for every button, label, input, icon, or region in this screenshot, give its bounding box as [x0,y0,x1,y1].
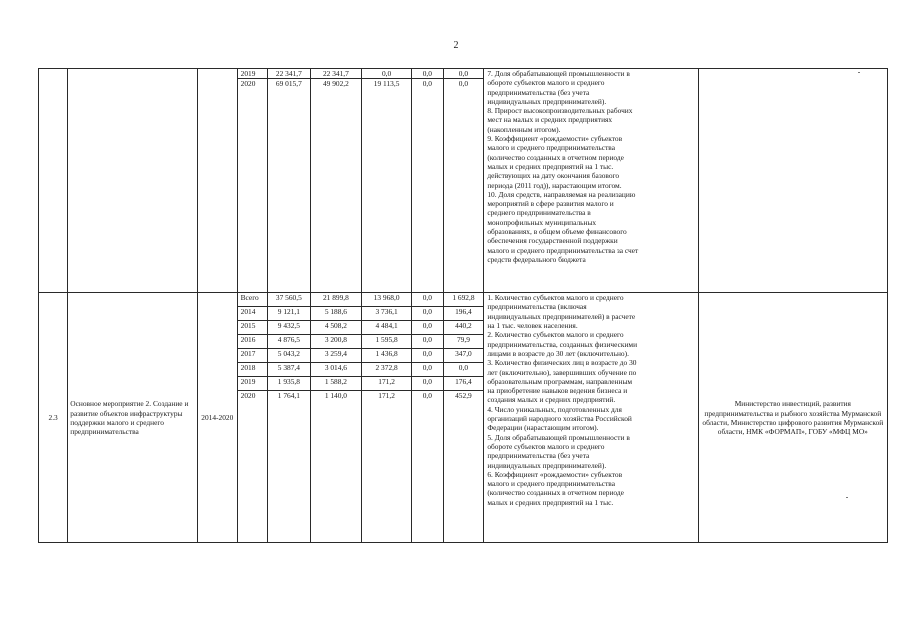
funding-year: Всего [237,293,267,307]
funding-federal: 4 508,2 [310,321,361,335]
scan-speck [858,72,860,73]
indicator-line: 7. Доля обрабатывающей промышленности в [487,69,630,78]
indicator-line: малого и среднего предпринимательства за счет [487,245,639,255]
funding-extra: 0,0 [443,79,484,293]
indicator-line: 1. Количество субъектов малого и среднего [487,293,624,303]
previous-item-section [39,69,888,293]
indicator-line: (количество созданных в отчетном периоде [487,488,624,498]
funding-local: 0,0 [412,335,443,349]
indicator-line: действующих на дату окончания базового [487,171,620,181]
item-title: Основное мероприятие 2. Создание и развитие объектов инфраструктуры поддержки малого и среднего предпринимательства [68,293,198,543]
funding-year: 2014 [237,307,267,321]
funding-regional: 19 113,5 [362,79,412,293]
indicator-line: предпринимательства (без учета [487,451,590,461]
indicator-line: образованиях, в общем объеме финансового [487,227,627,237]
funding-year: 2019 [237,377,267,391]
funding-total: 4 876,5 [267,335,310,349]
indicator-line: 2. Количество субъектов малого и среднего [487,330,624,340]
funding-total: 1 764,1 [267,391,310,543]
indicator-line: обеспечения государственной поддержки [487,236,618,246]
funding-total: 22 341,7 [267,69,310,79]
funding-year: 2016 [237,335,267,349]
indicator-line: лицами в возрасте до 30 лет (включительно). [487,348,629,358]
indicator-line: 6. Коэффициент «рождаемости» субъектов [487,469,623,479]
table-row [39,69,888,79]
funding-federal: 1 588,2 [310,377,361,391]
funding-extra: 79,9 [443,335,484,349]
indicator-line: мест на малых и средних предприятиях [487,115,613,125]
funding-regional: 4 484,1 [362,321,412,335]
funding-year: 2018 [237,363,267,377]
indicator-line: малых и средних предприятий на 1 тыс. [487,161,614,171]
funding-federal: 3 259,4 [310,349,361,363]
funding-federal: 3 200,8 [310,335,361,349]
indicator-line: малого и среднего предпринимательства [487,143,615,153]
indicator-line: малого и среднего предпринимательства [487,479,615,489]
indicator-list [487,293,697,507]
funding-extra: 0,0 [443,363,484,377]
funding-total: 1 935,8 [267,377,310,391]
indicator-list [487,69,697,264]
funding-year: 2015 [237,321,267,335]
prev-title-cell [68,69,198,293]
funding-year: 2020 [237,79,267,293]
funding-regional: 0,0 [362,69,412,79]
indicator-line: периода (2011 год)), нарастающим итогом. [487,180,622,190]
funding-federal: 5 188,6 [310,307,361,321]
funding-regional: 13 968,0 [362,293,412,307]
funding-extra: 1 692,8 [443,293,484,307]
funding-federal: 1 140,0 [310,391,361,543]
funding-extra: 196,4 [443,307,484,321]
indicator-line: малых и средних предприятий на 1 тыс. [487,497,614,507]
indicator-line: 10. Доля средств, направляемая на реализацию [487,189,636,199]
funding-year: 2019 [237,69,267,79]
funding-local: 0,0 [412,349,443,363]
indicator-line: на 1 тыс. человек населения. [487,321,578,331]
prev-indicators-cell [484,69,698,293]
indicator-line: средств федерального бюджета [487,254,586,264]
indicator-line: (количество созданных в отчетном периоде [487,152,624,162]
indicator-line: индивидуальных предпринимателей). [487,460,607,470]
indicator-line: обороте субъектов малого и среднего [487,78,605,88]
funding-extra: 0,0 [443,69,484,79]
indicator-line: (накопленным итогом). [487,124,561,134]
prev-number-cell [39,69,68,293]
funding-total: 5 043,2 [267,349,310,363]
funding-total: 69 015,7 [267,79,310,293]
funding-federal: 3 014,6 [310,363,361,377]
funding-federal: 21 899,8 [310,293,361,307]
funding-regional: 171,2 [362,377,412,391]
funding-total: 37 560,5 [267,293,310,307]
indicator-line: индивидуальных предпринимателей). [487,96,607,106]
funding-local: 0,0 [412,69,443,79]
indicator-line: мероприятий в сфере развития малого и [487,199,614,209]
funding-total: 5 387,4 [267,363,310,377]
indicator-line: лет (включительно), завершивших обучение по [487,367,637,377]
funding-regional: 1 436,8 [362,349,412,363]
prev-period-cell [197,69,237,293]
funding-local: 0,0 [412,293,443,307]
funding-local: 0,0 [412,377,443,391]
funding-local: 0,0 [412,363,443,377]
indicator-line: Федерации (нарастающим итогом). [487,423,599,433]
indicator-line: 5. Доля обрабатывающей промышленности в [487,432,630,442]
funding-regional: 1 595,8 [362,335,412,349]
funding-regional: 171,2 [362,391,412,543]
scan-speck [846,497,848,498]
indicator-line: образовательным программам, направленным [487,376,633,386]
table-row [39,293,888,307]
funding-regional: 3 736,1 [362,307,412,321]
page-number: 2 [453,40,459,51]
funding-extra: 452,9 [443,391,484,543]
funding-local: 0,0 [412,321,443,335]
funding-year: 2020 [237,391,267,543]
funding-total: 9 121,1 [267,307,310,321]
funding-local: 0,0 [412,79,443,293]
funding-extra: 347,0 [443,349,484,363]
funding-extra: 176,4 [443,377,484,391]
funding-local: 0,0 [412,391,443,543]
funding-year: 2017 [237,349,267,363]
indicator-line: монопрофильных муниципальных [487,217,597,227]
item-period: 2014-2020 [197,293,237,543]
indicator-line: среднего предпринимательства в [487,208,591,218]
program-table [38,68,888,543]
funding-federal: 49 902,2 [310,79,361,293]
funding-federal: 22 341,7 [310,69,361,79]
indicator-line: обороте субъектов малого и среднего [487,441,605,451]
indicator-line: индивидуальных предпринимателей) в расчете [487,311,636,321]
indicator-line: предпринимательства (без учета [487,87,590,97]
indicators-cell [484,293,698,543]
funding-extra: 440,2 [443,321,484,335]
indicator-line: 8. Прирост высокопроизводительных рабочих [487,106,633,116]
item-number: 2.3 [39,293,68,543]
indicator-line: 4. Число уникальных, подготовленных для [487,404,622,414]
indicator-line: организаций народного хозяйства Российской [487,414,632,424]
indicator-line: предпринимательства (включая [487,302,587,312]
prev-executors-cell [698,69,887,293]
indicator-line: на приобретение навыков ведения бизнеса и [487,386,628,396]
funding-regional: 2 372,8 [362,363,412,377]
funding-total: 9 432,5 [267,321,310,335]
item-2-3-section [39,293,888,543]
funding-local: 0,0 [412,307,443,321]
executors-cell: Министерство инвестиций, развития предпринимательства и рыбного хозяйства Мурманской области, Министерство цифрового развития Мурманской области, НМК «ФОРМАП», ГОБУ «МФЦ МО» [698,293,887,543]
indicator-line: 3. Количество физических лиц в возрасте до 30 [487,358,637,368]
indicator-line: создания малых и средних предприятий. [487,395,616,405]
indicator-line: предпринимательства, созданных физическими [487,339,638,349]
indicator-line: 9. Коэффициент «рождаемости» субъектов [487,134,623,144]
